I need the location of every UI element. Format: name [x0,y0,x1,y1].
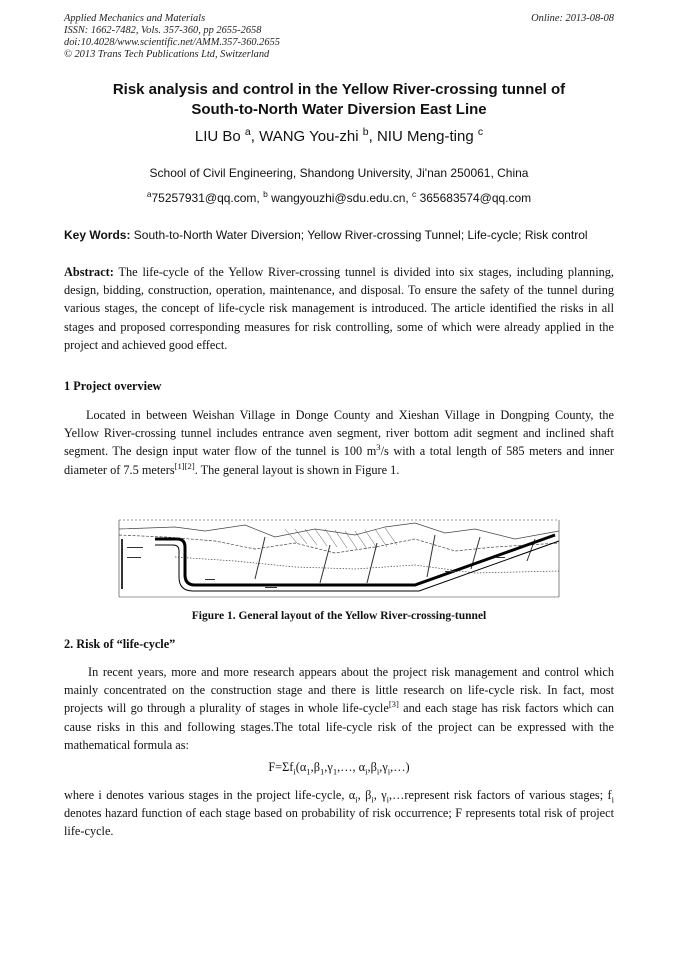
formula-explanation [64,786,614,841]
author-1: LIU Bo [194,128,241,145]
formula-sub: i [611,794,614,805]
citation[interactable]: [1][2] [174,460,195,471]
section-1-paragraph [64,406,614,479]
formula-sub: i [293,766,296,777]
keywords-label: Key Words: [64,228,131,242]
paragraph-text: Located in between Weishan Village in Donge County and Xieshan Village in Dongping County, the Yellow River-crossing tunnel includes entrance aven segment, river bottom adit segment and inclined shaft segment. The design input water flow of the tunnel is 100 m [64,408,614,459]
keywords-text: South-to-North Water Diversion; Yellow River-crossing Tunnel; Life-cycle; Risk control [130,228,588,242]
paragraph-text: denotes hazard function of each stage based on probability of risk occurrence; F represents total risk of project life-cycle. [64,806,614,839]
copyright-line: © 2013 Trans Tech Publications Ltd, Switzerland [64,49,270,60]
author-2-mark: b [362,126,369,138]
paragraph-text: /s with a total length of 585 meters and inner diameter of 7.5 meters [64,444,614,477]
formula-sub: i [386,794,390,805]
journal-name: Applied Mechanics and Materials [64,13,206,24]
email-b-mark: b [263,189,268,199]
author-1-mark: a [244,126,251,138]
section-1-heading: 1 Project overview [64,379,162,393]
tunnel-alignment [155,535,559,591]
tunnel-layout-figure [115,517,563,599]
formula-part: ,γ [379,760,388,774]
author-separator: , [368,128,377,145]
doi-line[interactable]: doi:10.4028/www.scientific.net/AMM.357-360.2655 [64,37,280,48]
paragraph-text: In recent years, more and more research appears about the project risk management and control which mainly concentrated on the construction stage and there is little research on life-cycle risk. In fact, most projects will go through a plurality of stages in whole life-cycle [64,665,614,716]
author-2: WANG You-zhi [259,128,359,145]
author-separator: , [250,128,260,145]
citation[interactable]: [3] [388,699,399,710]
email-a-mark: a [146,189,152,199]
online-date: Online: 2013-08-08 [531,13,614,24]
formula-part: ,…, α [337,760,366,774]
email-a[interactable]: 75257931@qq.com, [151,191,264,205]
formula-sub: i [376,766,380,777]
formula-part: (α [295,760,307,774]
formula-sub: 1 [332,766,338,777]
author-list [64,128,614,145]
formula-part: ,…) [390,760,410,774]
journal-header [64,13,614,61]
formula-sub: 1 [306,766,311,777]
formula-sub: i [355,794,358,805]
river-bed-hatching [285,528,397,549]
formula-sub: 1 [319,766,325,777]
formula-part: F=Σf [268,760,294,774]
issn-line: ISSN: 1662-7482, Vols. 357-360, pp 2655-2658 [64,25,262,36]
email-c[interactable]: 365683574@qq.com [416,191,532,205]
formula-sub: i [387,766,391,777]
abstract-text: The life-cycle of the Yellow River-crossing tunnel is divided into six stages, including planning, design, bidding, construction, operation, maintenance, and disposal. To ensure the safety of the tunnel during various stages, the concept of life-cycle risk management is introduced. The article identified the risks in all stages and proposed corresponding measures for risk controlling, some of which were already applied in the project and achieved good effect. [64,265,614,352]
author-3-mark: c [477,126,484,138]
section-2-paragraph [64,663,614,754]
paragraph-text: where i denotes various stages in the project life-cycle, α [64,788,356,802]
title-line-2: South-to-North Water Diversion East Line [191,101,487,118]
formula-sub: i [365,766,368,777]
email-b[interactable]: wangyouzhi@sdu.edu.cn, [267,191,413,205]
paragraph-text: and each stage has risk factors which can cause risks in this and following stages.The total life-cycle risk of the project can be expressed with the mathematical formula as: [64,701,615,752]
paragraph-text: , γ [373,788,387,802]
paragraph-text: ,…represent risk factors of various stages; f [389,788,612,802]
superscript: 3 [376,442,381,453]
author-3: NIU Meng-ting [376,128,474,145]
abstract [64,263,614,354]
formula-part: ,β [310,760,320,774]
paragraph-text: . The general layout is shown in Figure 1. [194,462,400,477]
keywords [64,228,614,242]
email-list [64,191,614,205]
abstract-label: Abstract: [64,265,114,279]
paper-title [64,80,614,120]
title-line-1: Risk analysis and control in the Yellow River-crossing tunnel of [112,81,566,98]
figure-caption: Figure 1. General layout of the Yellow River-crossing-tunnel [191,610,487,622]
affiliation: School of Civil Engineering, Shandong University, Ji'nan 250061, China [149,166,529,180]
email-c-mark: c [412,189,417,199]
paragraph-text: , β [357,788,372,802]
formula-part: ,γ [324,760,333,774]
section-2-heading: 2. Risk of “life-cycle” [64,637,176,651]
risk-formula [64,760,614,775]
formula-sub: i [371,794,374,805]
formula-part: ,β [367,760,377,774]
